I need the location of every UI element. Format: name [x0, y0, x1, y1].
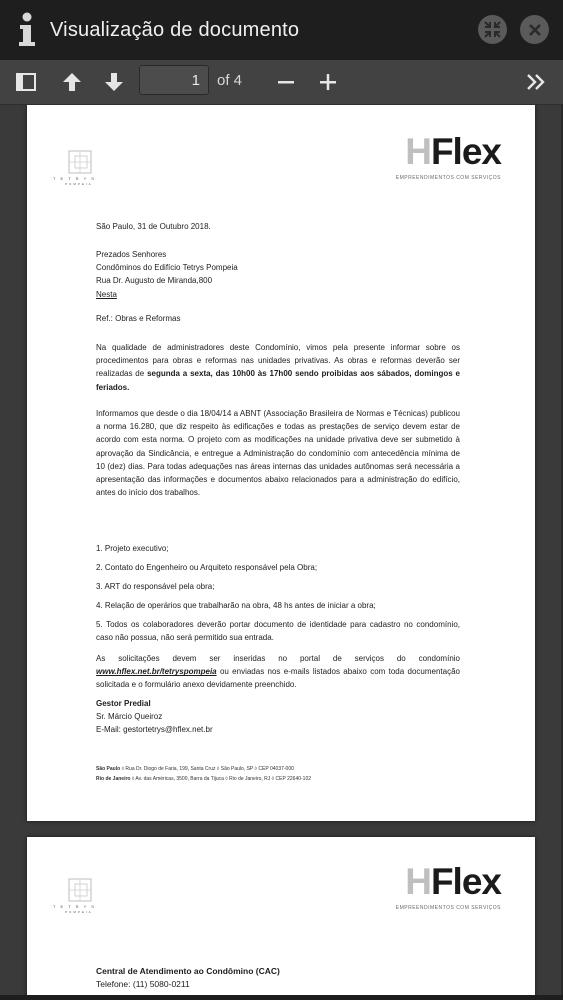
- zoom-out-icon[interactable]: [275, 71, 297, 93]
- tetrys-logo: [51, 147, 113, 189]
- hflex-logo-h: H: [405, 861, 431, 902]
- exit-fullscreen-button[interactable]: [478, 15, 507, 44]
- footer-address: ◊ Rua Dr. Diogo de Faria, 199, Santa Cruz ◊ São Paulo, SP ◊ CEP 04037-000: [120, 766, 294, 772]
- footer-city: São Paulo: [96, 766, 121, 772]
- paragraph-text: .: [127, 382, 130, 392]
- hflex-logo: [405, 861, 501, 903]
- info-icon[interactable]: [14, 12, 40, 48]
- letter-address: [96, 248, 460, 301]
- tetrys-logo-subtext: POMPEIA: [65, 182, 93, 186]
- paragraph-text: ou enviadas nos e-mails listados abaixo com toda documentação solicitada e o formulário anexo devidamente preenchido.: [96, 667, 460, 690]
- footer-city: Rio de Janeiro: [96, 776, 131, 782]
- requirements-item-2: 2. Contato do Engenheiro ou Arquiteto responsável pela Obra;: [96, 563, 318, 572]
- document-page-2: [27, 837, 535, 1000]
- tetrys-logo-subtext: POMPEIA: [65, 910, 93, 914]
- cac-phone: Telefone: (11) 5080-0211: [96, 979, 190, 989]
- close-button[interactable]: [520, 15, 549, 44]
- signature-name: Sr. Márcio Queiroz: [96, 712, 163, 722]
- requirements-item-3: 3. ART do responsável pela obra;: [96, 582, 215, 591]
- pdf-toolbar: [0, 60, 563, 105]
- hflex-tagline: EMPREENDIMENTOS COM SERVIÇOS: [395, 905, 501, 911]
- bottom-edge: [0, 995, 563, 1000]
- close-icon: [528, 23, 542, 37]
- hflex-logo-flex: Flex: [430, 861, 501, 902]
- window-title: Visualização de documento: [50, 19, 300, 41]
- building-logo-icon: [51, 147, 113, 177]
- cac-heading: Central de Atendimento ao Condômino (CAC): [96, 966, 280, 976]
- address-line: Nesta: [96, 289, 117, 299]
- address-line: Condôminos do Edifício Tetrys Pompeia: [96, 263, 238, 273]
- hflex-logo: [405, 131, 501, 173]
- sidebar-toggle-icon[interactable]: [15, 71, 37, 93]
- portal-link[interactable]: www.hflex.net.br/tetryspompeia: [96, 667, 217, 677]
- document-viewer[interactable]: [0, 105, 563, 1000]
- hflex-logo-h: H: [405, 131, 431, 172]
- page-number-input[interactable]: [139, 65, 209, 95]
- page-count-label: of 4: [217, 72, 243, 89]
- document-page-1: [27, 105, 535, 821]
- arrow-down-icon[interactable]: [103, 71, 125, 93]
- title-bar: [0, 0, 563, 60]
- requirements-item-4: 4. Relação de operários que trabalharão na obra, 48 hs antes de iniciar a obra;: [96, 601, 376, 610]
- signature-role: Gestor Predial: [96, 699, 151, 708]
- footer-sao-paulo: [96, 766, 294, 772]
- letter-date: São Paulo, 31 de Outubro 2018.: [96, 222, 211, 231]
- zoom-in-icon[interactable]: [317, 71, 339, 93]
- requirements-item-5: 5. Todos os colaboradores deverão portar documento de identidade para cadastro no condomínio, caso não possua, não será permitido sua entrada.: [96, 620, 460, 643]
- tetrys-logo-text: T E T R Y S: [53, 176, 96, 181]
- requirements-item-1: 1. Projeto executivo;: [96, 544, 169, 553]
- paragraph-schedule: [96, 341, 460, 394]
- paragraph-portal: [96, 652, 460, 692]
- paragraph-bold-text: segunda a sexta, das 10h00 às 17h00 sendo proibidas aos sábados, domingos e feriados: [96, 369, 460, 392]
- arrow-up-icon[interactable]: [61, 71, 83, 93]
- letter-reference: Ref.: Obras e Reformas: [96, 314, 181, 323]
- tetrys-logo: [51, 875, 113, 917]
- paragraph-text: As solicitações devem ser inseridas no portal de serviços do condomínio: [96, 654, 460, 663]
- footer-address: ◊ Av. das Américas, 3500, Barra da Tijuca ◊ Rio de Janeiro, RJ ◊ CEP 22640-102: [130, 776, 312, 782]
- paragraph-text: Na qualidade de administradores deste Condomínio, vimos pela presente informar sobre os procedimentos para obras e reformas nas unidades privativas. As obras e reformas deverão ser realizadas de: [96, 343, 460, 379]
- tetrys-logo-text: T E T R Y S: [53, 904, 96, 909]
- building-logo-icon: [51, 875, 113, 905]
- signature-block: [96, 697, 460, 737]
- fullscreen-exit-icon: [484, 21, 501, 38]
- hflex-logo-flex: Flex: [430, 131, 501, 172]
- address-line: Prezados Senhores: [96, 250, 167, 259]
- signature-email: E-Mail: gestortetrys@hflex.net.br: [96, 725, 213, 735]
- address-line: Rua Dr. Augusto de Miranda,800: [96, 276, 213, 286]
- paragraph-abnt: Informamos que desde o dia 18/04/14 a ABNT (Associação Brasileira de Normas e Técnicas) publicou a norma 16.280, que diz respeito às edificações e todas as prestações de serviço devem estar de acordo com esta norma. O projeto com as modificações na unidade privativa deve ser submetido à aprovação da Sindicância, e entregue a Administração do condomínio com antecedência mínima de 10 (dez) dias. Para todas adequações nas áreas internas das unidades autônomas será necessária a apresentação das informações e documentos abaixo relacionados para a administração do edifício, antes do início dos trabalhos.: [96, 409, 460, 498]
- hflex-tagline: EMPREENDIMENTOS COM SERVIÇOS: [395, 175, 501, 181]
- double-chevron-right-icon[interactable]: [525, 71, 547, 93]
- footer-rio: [96, 776, 311, 782]
